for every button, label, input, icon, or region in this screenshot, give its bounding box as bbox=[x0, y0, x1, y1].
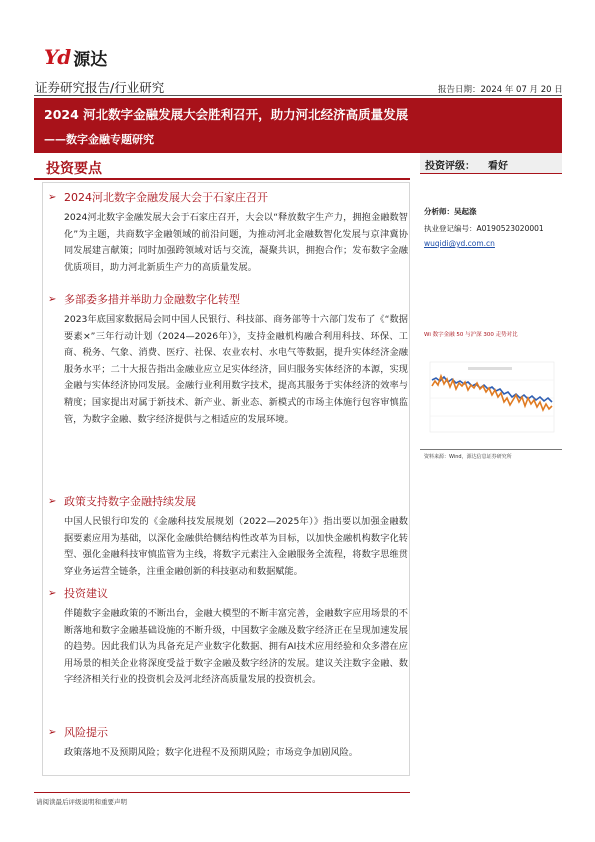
section-title: 投资要点 bbox=[46, 161, 102, 177]
footer-divider bbox=[34, 792, 410, 793]
highlight-heading-text: 2024河北数字金融发展大会于石家庄召开 bbox=[64, 191, 268, 204]
highlight-heading-5 bbox=[48, 724, 108, 740]
analyst-registration: 执业登记编号：A0190523020001 bbox=[424, 224, 544, 233]
bullet-arrow-icon: ➢ bbox=[48, 293, 57, 305]
highlight-body-2: 2023年底国家数据局会同中国人民银行、科技部、商务部等十六部门发布了《“数据要素×”三年行动计划（2024—2026年）》，支持金融机构融合利用科技、环保、工商、税务、气象、消费、医疗、社保、农业农村、水电气等数据，提升实体经济金融服务水平；二十大报告指出金融业应立足实体经济，回归服务实体经济的本源，实现金融与实体经济协同发展。金融行业利用数字技术，提高其服务于实体经济的效率与精度；国家提出对属于新技术、新产业、新业态、新模式的市场主体施行包容审慎监管，为数字金融、数字经济提供与之相适应的发展环境。 bbox=[64, 314, 408, 425]
highlight-body-3: 中国人民银行印发的《金融科技发展规划（2022—2025年）》指出要以加强金融数据要素应用为基础，以深化金融供给侧结构性改革为目标，以加快金融机构数字化转型、强化金融科技审慎监管为主线，将数字元素注入金融服务全流程，将数字思维贯穿业务运营全链条，注重金融创新的科技驱动和数据赋能。 bbox=[64, 516, 408, 577]
header-divider bbox=[34, 95, 562, 96]
analyst-name: 分析师：吴起涤 bbox=[424, 207, 477, 216]
highlight-body-5: 政策落地不及预期风险；数字化进程不及预期风险；市场竞争加剧风险。 bbox=[64, 747, 358, 758]
rating-value: 看好 bbox=[488, 161, 508, 172]
report-title: 2024 河北数字金融发展大会胜利召开，助力河北经济高质量发展 bbox=[44, 107, 409, 122]
highlight-heading-1 bbox=[48, 189, 268, 205]
highlight-heading-text: 投资建议 bbox=[64, 587, 108, 600]
chart-source: 资料来源：Wind，源达信息证券研究所 bbox=[424, 454, 512, 460]
bullet-arrow-icon: ➢ bbox=[48, 587, 57, 599]
highlight-heading-text: 政策支持数字金融持续发展 bbox=[64, 495, 196, 508]
highlight-heading-text: 多部委多措并举助力金融数字化转型 bbox=[64, 293, 240, 306]
footer-disclaimer: 请阅读最后评级说明和重要声明 bbox=[36, 798, 127, 806]
logo-mark: Yd bbox=[44, 45, 71, 69]
chart-title: Wi 数字金融 50 与沪深 300 走势对比 bbox=[424, 332, 518, 338]
highlight-heading-2 bbox=[48, 291, 240, 307]
bullet-arrow-icon: ➢ bbox=[48, 495, 57, 507]
highlight-heading-text: 风险提示 bbox=[64, 726, 108, 739]
highlight-body-4: 伴随数字金融政策的不断出台，金融大模型的不断丰富完善，金融数字应用场景的不断落地和数字金融基础设施的不断升级，中国数字金融及数字经济正在呈现加速发展的趋势。因此我们认为具备充足产业数字化数据、拥有AI技术应用经验和众多潜在应用场景的相关企业将深度受益于数字金融及数字经济的发展。建议关注数字金融、数字经济相关行业的投资机会及河北经济高质量发展的投资机会。 bbox=[64, 608, 408, 686]
rating-label: 投资评级： bbox=[425, 161, 475, 172]
logo-text: 源达 bbox=[73, 49, 108, 70]
chart-divider bbox=[420, 449, 562, 450]
document-type: 证券研究报告/行业研究 bbox=[35, 80, 165, 95]
bullet-arrow-icon: ➢ bbox=[48, 191, 57, 203]
chart-legend bbox=[468, 367, 512, 370]
performance-chart bbox=[420, 340, 562, 452]
analyst-email-link[interactable]: wuqidi@yd.com.cn bbox=[424, 239, 495, 248]
chart-plot-area bbox=[430, 362, 554, 432]
report-subtitle: ——数字金融专题研究 bbox=[44, 133, 154, 146]
rating-divider bbox=[420, 173, 562, 174]
report-date: 报告日期：2024 年 07 月 20 日 bbox=[438, 85, 563, 95]
section-divider bbox=[34, 178, 410, 180]
highlight-body-1: 2024河北数字金融发展大会于石家庄召开，大会以“释放数字生产力，拥抱金融数智化”为主题，共商数字金融领域的前沿问题，为推动河北金融数智化发展与京津冀协同发展建言献策；同时加强跨领域对话与交流，凝聚共识，拥抱合作；发布数字金融优质项目，助力河北新质生产力的高质量发展。 bbox=[64, 212, 408, 273]
bullet-arrow-icon: ➢ bbox=[48, 726, 57, 738]
highlight-heading-3 bbox=[48, 493, 196, 509]
title-banner bbox=[34, 98, 562, 153]
company-logo bbox=[44, 46, 107, 68]
highlight-heading-4 bbox=[48, 585, 108, 601]
